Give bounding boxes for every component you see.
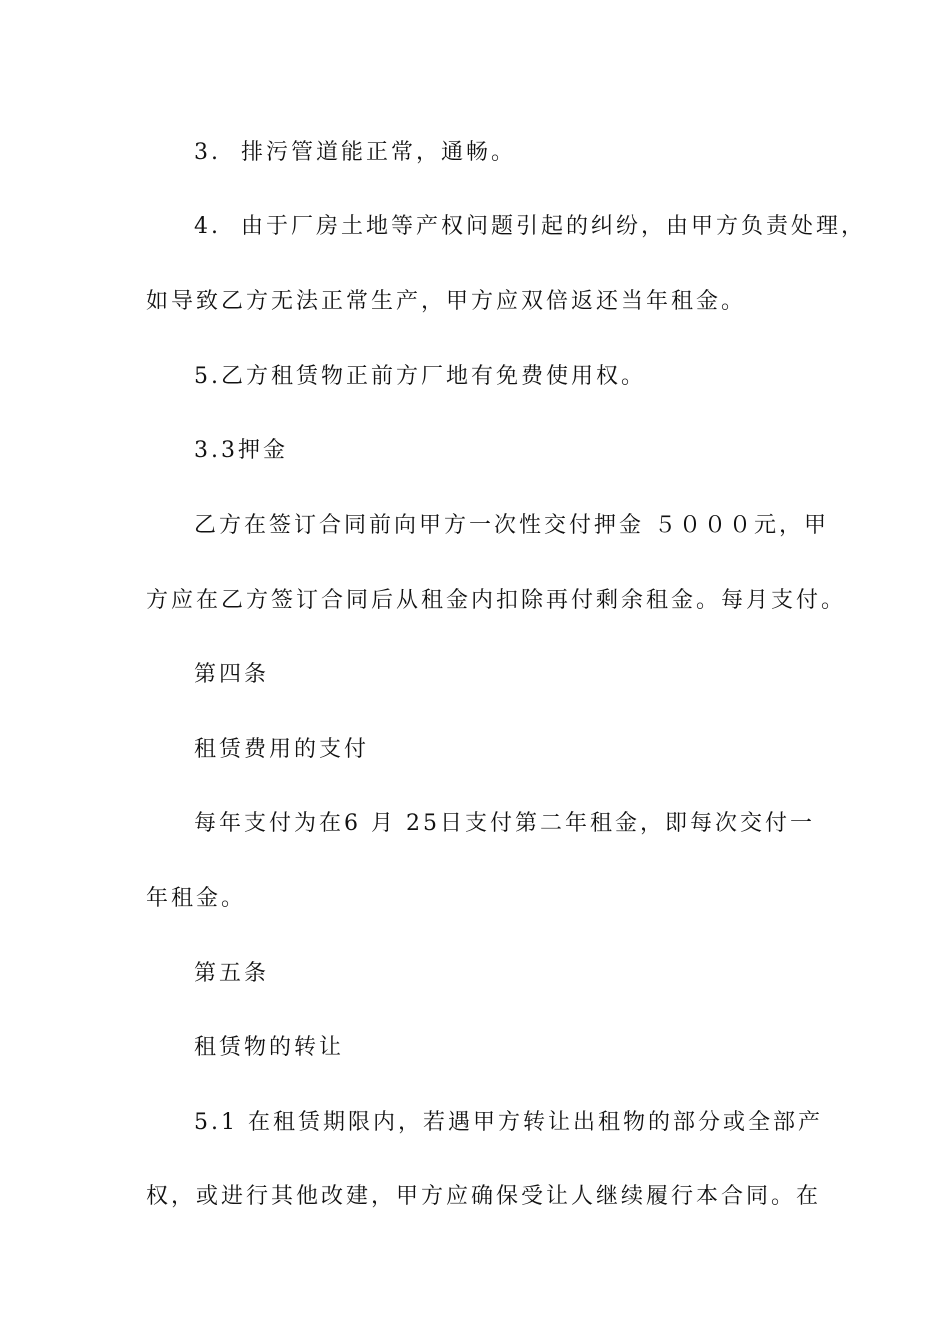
text-line: 乙方在签订合同前向甲方一次性交付押金 ５０００元，甲 [194,513,829,538]
text-line: 如导致乙方无法正常生产，甲方应双倍返还当年租金。 [146,289,747,314]
article-title: 租赁费用的支付 [194,737,370,762]
text-line: 每年支付为在6 月 25日支付第二年租金，即每次交付一 [194,811,815,836]
section-heading: 3.3押金 [194,438,288,463]
text-line: 5.1 在租赁期限内，若遇甲方转让出租物的部分或全部产 [194,1110,823,1135]
text-line: 3. 排污管道能正常，通畅。 [194,140,516,165]
article-heading: 第四条 [194,662,270,687]
article-title: 租赁物的转让 [194,1035,345,1060]
text-line: 权，或进行其他改建，甲方应确保受让人继续履行本合同。在 [146,1184,822,1209]
text-line: 方应在乙方签订合同后从租金内扣除再付剩余租金。每月支付。 [146,588,847,613]
text-line: 年租金。 [146,886,247,911]
text-line: 4. 由于厂房土地等产权问题引起的纠纷，由甲方负责处理， [194,214,866,239]
text-line: 5.乙方租赁物正前方厂地有免费使用权。 [194,364,646,389]
article-heading: 第五条 [194,961,270,986]
